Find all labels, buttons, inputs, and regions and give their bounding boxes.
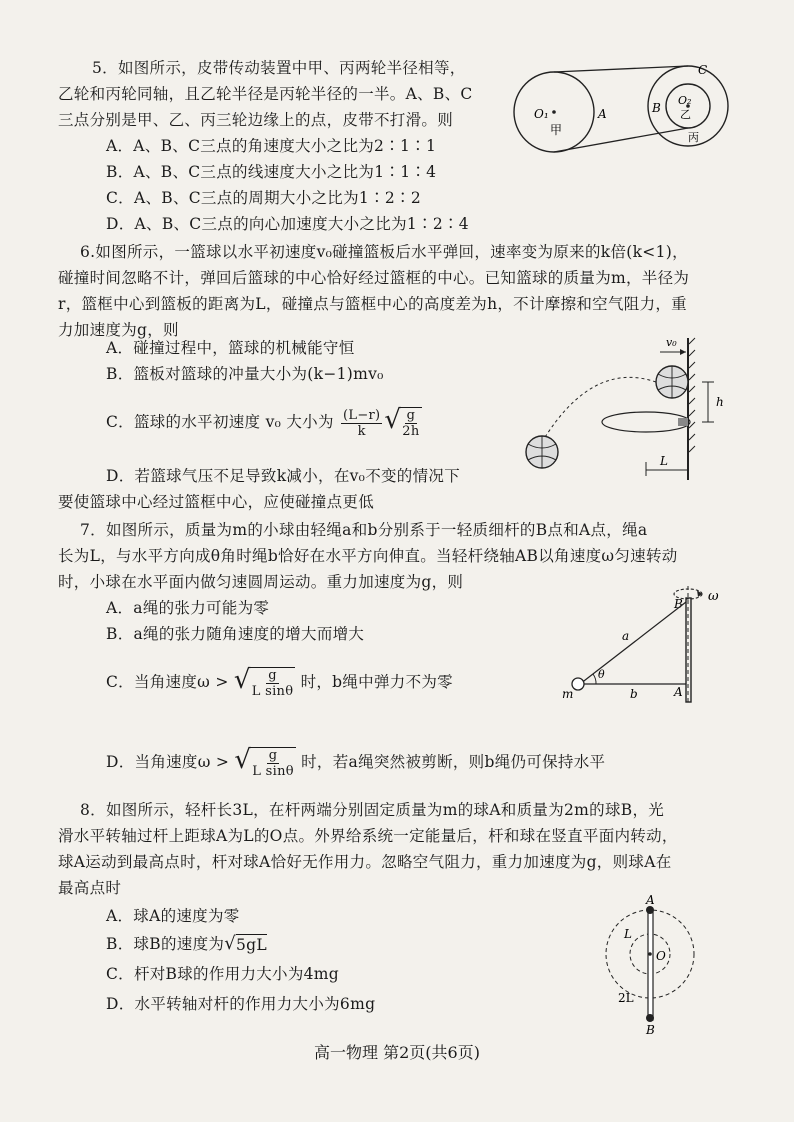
q6-stem-line3: r，篮框中心到篮板的距离为L，碰撞点与篮框中心的高度差为h，不计摩擦和空气阻力，重 xyxy=(58,295,687,313)
page-footer: 高一物理 第2页(共6页) xyxy=(314,1043,480,1062)
q5-fig-label-yi: 乙 xyxy=(680,108,691,121)
q5-fig-label-c: C xyxy=(698,63,708,77)
q6-basketball-figure xyxy=(512,330,732,490)
q6-stem-line2: 碰撞时间忽略不计，弹回后篮球的中心恰好经过篮框的中心。已知篮球的质量为m，半径为 xyxy=(58,269,690,287)
q7-fig-label-b-point: B xyxy=(674,597,683,611)
q8-rod-figure xyxy=(572,890,722,1036)
q5-belt-figure xyxy=(512,50,732,160)
q7-fig-label-b-rope: b xyxy=(630,687,638,701)
q7-option-c xyxy=(106,664,453,700)
q6-option-a: A．碰撞过程中，篮球的机械能守恒 xyxy=(106,339,355,357)
q5-fig-label-bing: 丙 xyxy=(688,131,699,144)
q8-option-b-sqrt: √ 5gL xyxy=(224,933,267,954)
q8-stem-line1: 8．如图所示，轻杆长3L，在杆两端分别固定质量为m的球A和质量为2m的球B，光 xyxy=(80,801,665,819)
q8-fig-label-b: B xyxy=(646,1023,655,1036)
q7-fig-label-omega: ω xyxy=(708,589,719,604)
q7-option-c-text: C．当角速度ω > xyxy=(106,673,229,691)
q8-option-d: D．水平转轴对杆的作用力大小为6mg xyxy=(106,995,376,1013)
q7-option-d-suffix: 时，若a绳突然被剪断，则b绳仍可保持水平 xyxy=(301,753,606,771)
q6-option-c xyxy=(106,404,422,440)
q8-fig-label-2l: 2L xyxy=(618,991,634,1005)
q6-option-b xyxy=(106,364,384,384)
q5-fig-label-b: B xyxy=(652,101,661,115)
q6-option-b-expr: (k−1)mv₀ xyxy=(307,365,384,383)
q7-option-a: A．a绳的张力可能为零 xyxy=(106,599,270,617)
q6-fig-label-h: h xyxy=(716,395,724,409)
q8-stem-line3: 球A运动到最高点时，杆对球A恰好无作用力。忽略空气阻力，重力加速度为g，则球A在 xyxy=(58,853,672,871)
q6-option-c-text: C．篮球的水平初速度 v₀ 大小为 xyxy=(106,413,334,431)
q7-option-d-sqrt: √ $\frac{g}{\text{L sinθ}}$ xyxy=(234,745,294,779)
q7-fig-label-m: m xyxy=(562,687,574,701)
q7-option-d-text: D．当角速度ω > xyxy=(106,753,230,771)
q6-option-d-line2: 要使篮球中心经过篮框中心，应使碰撞点更低 xyxy=(58,493,375,511)
q6-option-d-line1: D．若篮球气压不足导致k减小，在v₀不变的情况下 xyxy=(106,467,460,485)
q8-option-b-text: B．球B的速度为 xyxy=(106,935,225,953)
q5-option-b: B．A、B、C三点的线速度大小之比为1∶1∶4 xyxy=(106,163,437,181)
q6-fig-label-l: L xyxy=(660,454,668,468)
q8-option-b xyxy=(106,934,267,955)
q5-option-a: A．A、B、C三点的角速度大小之比为2∶1∶1 xyxy=(106,137,437,155)
q8-fig-label-l: L xyxy=(624,927,632,941)
q5-fig-label-jia: 甲 xyxy=(550,123,563,137)
q7-fig-label-a-point: A xyxy=(674,685,683,699)
q5-option-c: C．A、B、C三点的周期大小之比为1∶2∶2 xyxy=(106,189,421,207)
q7-option-c-suffix: 时，b绳中弹力不为零 xyxy=(300,673,453,691)
q8-fig-label-o: O xyxy=(656,949,666,963)
q5-stem-line1: 5．如图所示，皮带传动装置中甲、丙两轮半径相等， xyxy=(92,59,466,77)
q7-stem-line1: 7．如图所示，质量为m的小球由轻绳a和b分别系于一轻质细杆的B点和A点，绳a xyxy=(80,521,648,539)
q7-option-d xyxy=(106,744,605,780)
q5-fig-label-o1: O₁ xyxy=(534,107,549,121)
q6-fig-label-v0: v₀ xyxy=(666,336,677,349)
q6-stem-line4: 力加速度为g，则 xyxy=(58,321,179,339)
q6-option-c-sqrt: √ $\frac{g}{2h}$ xyxy=(384,405,420,439)
q8-fig-label-a: A xyxy=(646,893,655,907)
q7-fig-label-a-rope: a xyxy=(622,629,630,643)
q7-rotating-rod-figure xyxy=(556,584,736,704)
q7-option-c-sqrt: √ $\frac{g}{\text{L sinθ}}$ xyxy=(233,665,294,699)
q8-option-a: A．球A的速度为零 xyxy=(106,907,240,925)
q5-fig-label-o2: O₂ xyxy=(678,94,692,107)
q8-option-c: C．杆对B球的作用力大小为4mg xyxy=(106,965,340,983)
q7-fig-label-theta: θ xyxy=(598,668,605,681)
q7-stem-line3: 时，小球在水平面内做匀速圆周运动。重力加速度为g，则 xyxy=(58,573,464,591)
q5-stem-line2: 乙轮和丙轮同轴，且乙轮半径是丙轮半径的一半。A、B、C xyxy=(58,85,473,103)
q5-stem-line3: 三点分别是甲、乙、丙三轮边缘上的点，皮带不打滑。则 xyxy=(58,111,454,129)
q7-stem-line2: 长为L，与水平方向成θ角时绳b恰好在水平方向伸直。当轻杆绕轴AB以角速度ω匀速转动 xyxy=(58,547,678,565)
q5-fig-label-a: A xyxy=(598,107,607,121)
q6-option-b-text: B．篮板对篮球的冲量大小为 xyxy=(106,365,308,383)
q8-stem-line4: 最高点时 xyxy=(58,879,122,897)
q7-option-b: B．a绳的张力随角速度的增大而增大 xyxy=(106,625,365,643)
q5-option-d: D．A、B、C三点的向心加速度大小之比为1∶2∶4 xyxy=(106,215,469,233)
q6-stem-line1: 6.如图所示，一篮球以水平初速度v₀碰撞篮板后水平弹回，速率变为原来的k倍(k<1)， xyxy=(80,243,688,261)
q8-stem-line2: 滑水平转轴过杆上距球A为L的O点。外界给系统一定能量后，杆和球在竖直平面内转动， xyxy=(58,827,678,845)
q6-option-c-fraction: $\frac{(L-r)}{k}$ xyxy=(343,407,381,439)
